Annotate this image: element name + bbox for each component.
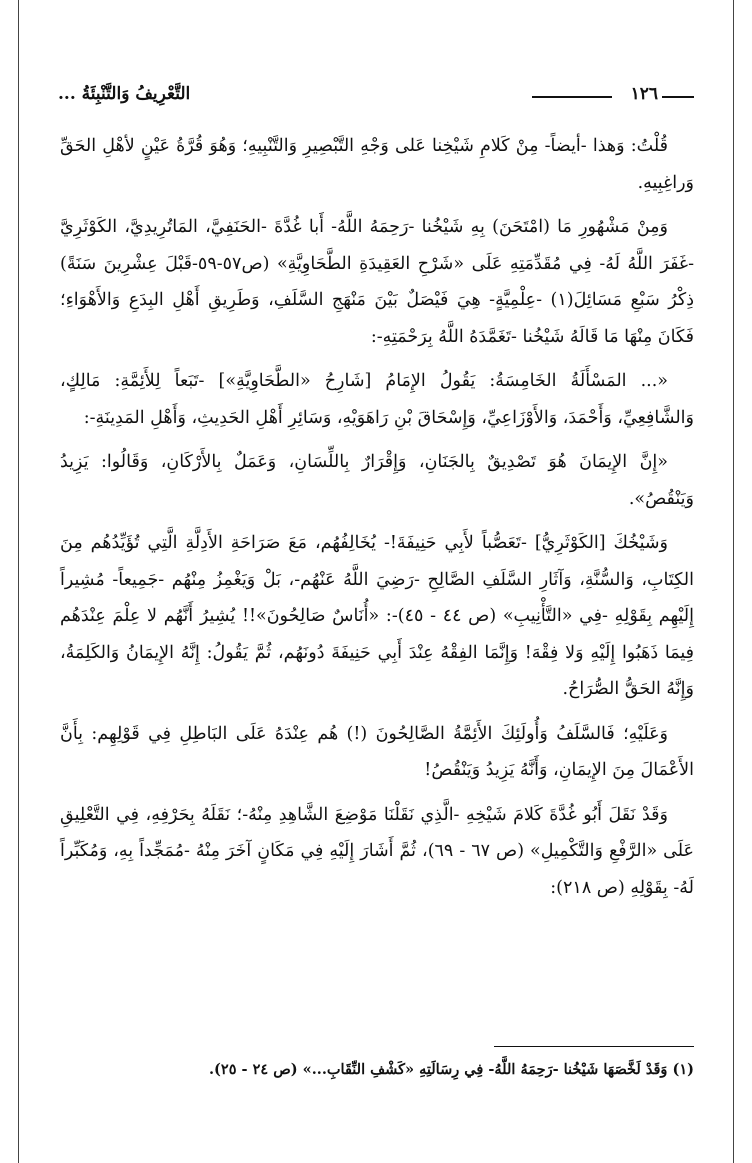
running-title: التَّعْرِيفُ وَالتَّنْبِئَةُ ... (58, 84, 191, 104)
header-rule (662, 96, 694, 98)
paragraph: وَقَدْ نَقَلَ أَبُو غُدَّةَ كَلامَ شَيْخِهِ -الَّذِي نَقَلْنَا مَوْضِعَ الشَّاهِدِ مِنْهُ-؛ نَقَلَهُ بِحَرْفِهِ، فِي التَّعْلِيقِ عَلَى «الرَّفْعِ وَالتَّكْمِيلِ» (ص ٦٧ - ٦٩)، ثُمَّ أَشَارَ إِلَيْهِ فِي مَكَانٍ آخَرَ مِنْهُ -مُمَجِّداً بِهِ، وَمُكَبِّراً لَهُ- بِقَوْلِهِ (ص ٢١٨): (60, 804, 694, 898)
quote-paragraph: «إِنَّ الإِيمَانَ هُوَ تَصْدِيقٌ بِالجَنَانِ، وَإِقْرَارٌ بِاللِّسَانِ، وَعَمَلٌ بِالأَرْكَانِ، وَقَالُوا: يَزِيدُ وَيَنْقُصُ». (60, 452, 694, 509)
page-header (58, 82, 694, 112)
paragraph: وَمِنْ مَشْهُورِ مَا (امْتَحَنَ) بِهِ شَيْخُنا -رَحِمَهُ اللَّهُ- أَبا غُدَّةَ -الحَنَفِيَّ، المَاتُرِيدِيَّ، الكَوْثَرِيَّ -غَفَرَ اللَّهُ لَهُ- فِي مُقَدِّمَتِهِ عَلَى «شَرْحِ العَقِيدَةِ الطَّحَاوِيَّةِ» (ص٥٧-٥٩-قَبْلَ عِشْرِينَ سَنَةً) ذِكْرُ سَبْعِ مَسَائِلَ(١) -عِلْمِيَّةٍ- هِيَ فَيْصَلٌ بَيْنَ مَنْهَجِ السَّلَفِ، وَطَرِيقِ أَهْلِ البِدَعِ وَالأَهْوَاءِ؛ فَكَانَ مِنْهَا مَا قَالَهُ شَيْخُنا -تَغَمَّدَهُ اللَّهُ بِرَحْمَتِهِ-: (60, 217, 695, 347)
body-text (60, 128, 694, 914)
footnote-divider (494, 1046, 694, 1047)
header-rule (532, 96, 612, 98)
paragraph: وَشَيْخُكَ [الكَوْثَرِيُّ] -تَعَصُّباً لأَبِي حَنِيفَةَ!- يُخَالِفُهُم، مَعَ صَرَاحَةِ الأَدِلَّةِ الَّتِي تُؤَيِّدُهُم مِنَ الكِتَابِ، وَالسُّنَّةِ، وَآثَارِ السَّلَفِ الصَّالِحِ -رَضِيَ اللَّهُ عَنْهُم-، بَلْ وَيَغْمِزُ مِنْهُم -جَمِيعاً- مُشِيراً إِلَيْهِم بِقَوْلِهِ -فِي «التَّأْنِيبِ» (ص ٤٤ - ٤٥)-: «أُنَاسٌ صَالِحُونَ»!! يُشِيرُ أَنَّهُم لا عِلْمَ عِنْدَهُم فِيمَا ذَهَبُوا إِلَيْهِ وَلا فِقْهَ! وَإِنَّمَا الفِقْهُ عِنْدَ أَبِي حَنِيفَةَ دُونَهُم، ثُمَّ يَقُولُ: إِنَّهُ الإِيمَانُ وَالكَلِمَةُ، وَإِنَّهُ الحَقُّ الصُّرَاحُ. (60, 533, 694, 699)
quote-paragraph: «... المَسْأَلَةُ الخَامِسَةُ: يَقُولُ الإِمَامُ [شَارِحُ «الطَّحَاوِيَّةِ»] -تَبَعاً لِلأَئِمَّةِ: مَالِكٍ، وَالشَّافِعِيِّ، وَأَحْمَدَ، وَالأَوْزَاعِيِّ، وَإِسْحَاقَ بْنِ رَاهَوَيْهِ، وَسَائِرِ أَهْلِ الحَدِيثِ، وَأَهْلِ المَدِينَةِ-: (60, 371, 694, 428)
page-number: ١٢٦ (630, 84, 658, 104)
paragraph: وَعَلَيْهِ؛ فَالسَّلَفُ وَأُولَئِكَ الأَئِمَّةُ الصَّالِحُونَ (!) هُم عِنْدَهُ عَلَى البَاطِلِ فِي قَوْلِهِم: بِأَنَّ الأَعْمَالَ مِنَ الإِيمَانِ، وَأَنَّهُ يَزِيدُ وَيَنْقُصُ! (60, 723, 694, 780)
paragraph: قُلْتُ: وَهذا -أيضاً- مِنْ كَلامِ شَيْخِنا عَلى وَجْهِ التَّبْصِيرِ وَالتَّنْبِيهِ؛ وَهُوَ قُرَّةُ عَيْنٍ لأهْلِ الحَقِّ وَراغِبِيهِ. (60, 136, 694, 193)
footnote: (١) وَقَدْ لَخَّصَهَا شَيْخُنا -رَحِمَهُ اللَّهُ- فِي رِسَالَتِهِ «كَشْفِ النِّقَابِ...» (ص ٢٤ - ٢٥). (208, 1061, 694, 1078)
